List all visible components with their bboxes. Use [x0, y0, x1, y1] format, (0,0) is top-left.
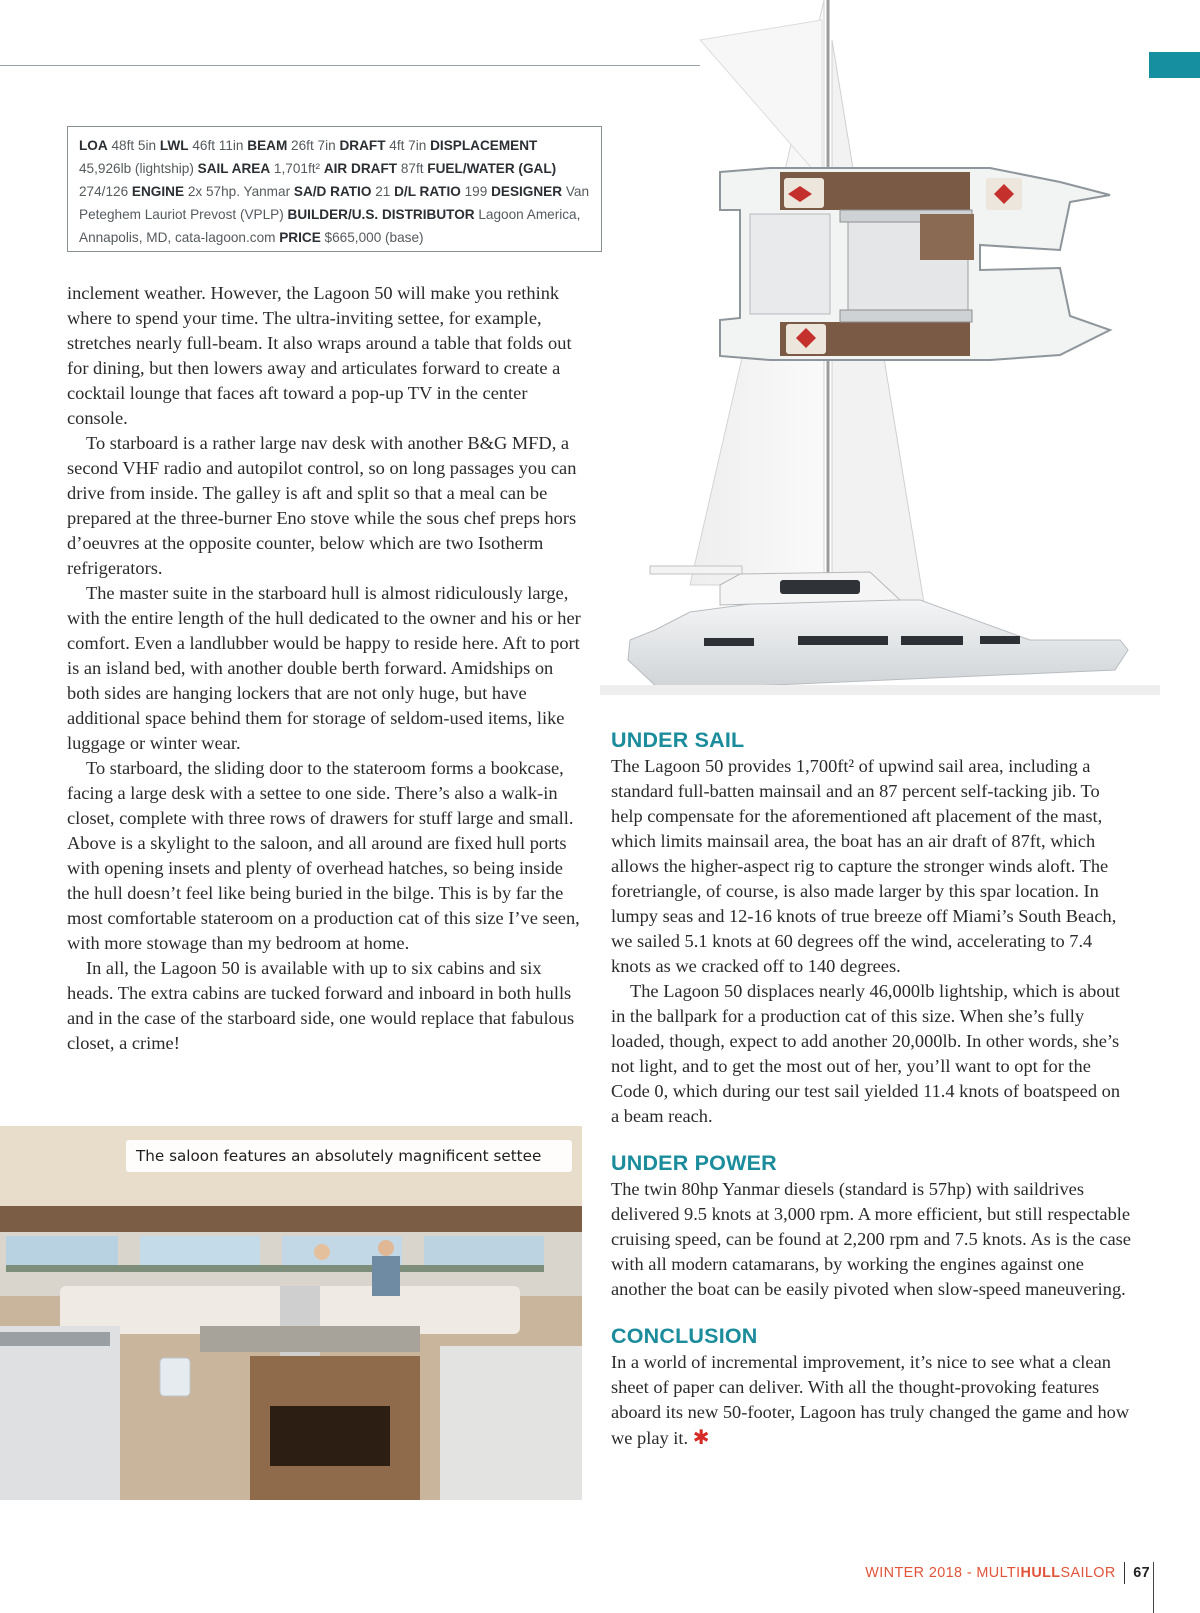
paragraph: In all, the Lagoon 50 is available with up to six cabins and six heads. The extra cabins are tucked forward and inboard in both hulls and in the case of the starboard side, one would replace that fabulous closet, a crime! — [67, 958, 575, 1053]
top-rule — [0, 65, 700, 66]
spec-key: DESIGNER — [491, 184, 563, 199]
spec-value: 48ft 5in — [107, 138, 160, 153]
page-number: 67 — [1133, 1565, 1150, 1581]
page-edge-rule — [1153, 1562, 1154, 1613]
spec-key: SA/D RATIO — [293, 184, 372, 199]
spec-value: 46ft 11in — [188, 138, 248, 153]
paragraph: To starboard, the sliding door to the stateroom forms a bookcase, facing a large desk with a settee to one side. There’s also a walk-in closet, complete with three rows of drawers for stuff large and small. Above is a skylight to the saloon, and all around are fixed hull ports with opening insets and plenty of overhead hatches, so being inside the hull doesn’t feel like being buried in the bilge. This is by far the most comfortable stateroom on a production cat of this size I’ve seen, with more stowage than my bedroom at home. — [67, 758, 580, 953]
heading-under-power: UNDER POWER — [611, 1151, 777, 1175]
paragraph: The Lagoon 50 displaces nearly 46,000lb lightship, which is about in the ballpark for a production cat of this size. When she’s fully loaded, though, expect to add another 20,000lb. In other words, she’s not light, and to get the most out of her, you’ll want to opt for the Code 0, which during our test sail yielded 11.4 knots of boatspeed on a beam reach. — [611, 981, 1121, 1126]
spec-value: 274/126 — [79, 184, 132, 199]
boat-illustration — [600, 0, 1160, 710]
paragraph: The twin 80hp Yanmar diesels (standard is 57hp) with saildrives delivered 9.5 knots at 3,000 rpm. A more efficient, but still respectable cruising speed, can be found at 2,200 rpm and 7.5 knots. As is the case with all modern catamarans, by working the engines against one another the boat can be easily pivoted when slow-speed maneuvering. — [611, 1179, 1131, 1299]
paragraph: To starboard is a rather large nav desk with another B&G MFD, a second VHF radio and autopilot control, so on long passages you can drive from inside. The galley is aft and split so that a meal can be prepared at the three-burner Eno stove while the sous chef preps hors d’oeuvres at the opposite counter, below which are two Isotherm refrigerators. — [67, 433, 577, 578]
end-mark-icon: ✱ — [692, 1425, 710, 1449]
spec-value: Lagoon America, Annapolis, MD, cata-lagoon.com — [79, 207, 581, 245]
spec-key: LOA — [79, 138, 108, 153]
footer-divider — [1124, 1562, 1126, 1584]
right-column — [611, 727, 1131, 1451]
spec-value: 2x 57hp. Yanmar — [184, 184, 294, 199]
page-footer — [865, 1562, 1150, 1584]
spec-value: 26ft 7in — [287, 138, 340, 153]
spec-key: AIR DRAFT — [323, 161, 398, 176]
paragraph: The Lagoon 50 provides 1,700ft² of upwind sail area, including a standard full-batten mainsail and an 87 percent self-tacking jib. To help compensate for the aforementioned aft placement of the mast, which limits mainsail area, the boat has an air draft of 87ft, which allows the higher-aspect rig to capture the stronger winds aloft. The foretriangle, of course, is also made larger by this spar location. In lumpy seas and 12-16 knots of true breeze off Miami’s South Beach, we sailed 5.1 knots at 60 degrees off the wind, accelerating to 7.4 knots as we cracked off to 140 degrees. — [611, 756, 1117, 976]
spec-value: 4ft 7in — [385, 138, 431, 153]
spec-key: ENGINE — [131, 184, 185, 199]
spec-value: Van Peteghem Lauriot Prevost (VPLP) — [79, 184, 590, 222]
paragraph: inclement weather. However, the Lagoon 50 will make you rethink where to spend your time. The ultra-inviting settee, for example, stretches nearly full-beam. It also wraps around a table that folds out for dining, but then lowers away and articulates forward to create a cocktail lounge that faces aft toward a pop-up TV in the center console. — [67, 283, 572, 428]
paragraph — [611, 1350, 1131, 1451]
spec-value: 21 — [371, 184, 395, 199]
conclusion-text: In a world of incremental improvement, it’s nice to see what a clean sheet of paper can deliver. With all the thought-provoking features aboard its new 50-footer, Lagoon has truly changed the game and how we play it. — [611, 1352, 1130, 1448]
photo-caption: The saloon features an absolutely magnificent settee — [126, 1140, 572, 1172]
saloon-photo — [0, 1126, 582, 1500]
paragraph: The master suite in the starboard hull is almost ridiculously large, with the entire length of the hull dedicated to the owner and his or her comfort. Even a landlubber would be happy to reside here. Aft to port is an island bed, with another double berth forward. Amidships on both sides are hanging lockers that are not only huge, but have additional space behind them for storage of seldom-used items, like luggage or winter wear. — [67, 583, 581, 753]
spec-key: PRICE — [279, 230, 321, 245]
spec-key: DRAFT — [339, 138, 386, 153]
spec-list — [79, 138, 589, 245]
spec-value: 1,701ft² — [270, 161, 324, 176]
spec-box — [67, 126, 602, 252]
heading-conclusion: CONCLUSION — [611, 1324, 758, 1348]
spec-value: 199 — [460, 184, 492, 199]
left-column — [67, 281, 583, 1056]
footer-brand-end: SAILOR — [1060, 1565, 1116, 1581]
footer-issue: WINTER 2018 - MULTI — [865, 1565, 1021, 1581]
spec-value: 87ft — [397, 161, 428, 176]
spec-key: DISPLACEMENT — [430, 138, 538, 153]
spec-key: SAIL AREA — [197, 161, 271, 176]
spec-key: BEAM — [247, 138, 288, 153]
spec-key: FUEL/WATER (GAL) — [427, 161, 557, 176]
spec-key: LWL — [159, 138, 189, 153]
spec-value: 45,926lb (lightship) — [79, 161, 198, 176]
spec-value: $665,000 (base) — [320, 230, 424, 245]
spec-key: BUILDER/U.S. DISTRIBUTOR — [287, 207, 475, 222]
spec-key: D/L RATIO — [394, 184, 461, 199]
heading-under-sail: UNDER SAIL — [611, 728, 745, 752]
footer-brand-bold: HULL — [1020, 1565, 1061, 1581]
